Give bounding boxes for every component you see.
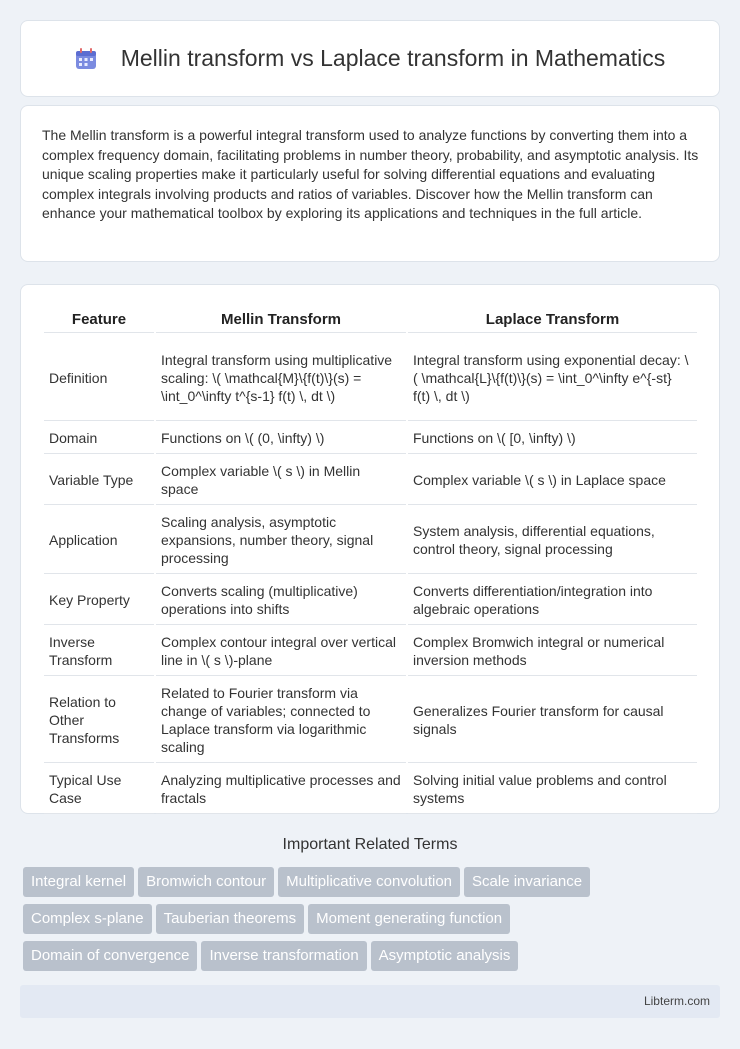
header-feature: Feature: [44, 307, 154, 333]
laplace-cell: Complex Bromwich integral or numerical inversion methods: [408, 627, 697, 676]
mellin-cell: Complex variable \( s \) in Mellin space: [156, 456, 406, 505]
tag[interactable]: Tauberian theorems: [156, 904, 305, 934]
table-row: [44, 627, 697, 676]
mellin-cell: Scaling analysis, asymptotic expansions, number theory, signal processing: [156, 507, 406, 574]
mellin-cell: Analyzing multiplicative processes and fractals: [156, 765, 406, 814]
laplace-cell: Functions on \( [0, \infty) \): [408, 423, 697, 454]
footer: [20, 985, 720, 1018]
feature-cell: Relation to Other Transforms: [44, 678, 154, 763]
intro-text: The Mellin transform is a powerful integral transform used to analyze functions by converting them into a complex frequency domain, facilitating problems in number theory, probability, and asymptotic analysis. Its unique scaling properties make it particularly useful for solving differential equations and evaluating complex integrals involving products and ratios of variables. Discover how the Mellin transform can enhance your mathematical toolbox by exploring its applications and techniques in the full article.: [42, 127, 699, 221]
tag[interactable]: Complex s-plane: [23, 904, 152, 934]
table-row: [44, 678, 697, 763]
tag[interactable]: Bromwich contour: [138, 867, 274, 897]
mellin-cell: Functions on \( (0, \infty) \): [156, 423, 406, 454]
laplace-cell: Generalizes Fourier transform for causal signals: [408, 678, 697, 763]
laplace-cell: System analysis, differential equations, control theory, signal processing: [408, 507, 697, 574]
laplace-cell: Solving initial value problems and control systems: [408, 765, 697, 814]
table-row: [44, 507, 697, 574]
feature-cell: Typical Use Case: [44, 765, 154, 814]
feature-cell: Inverse Transform: [44, 627, 154, 676]
feature-cell: Variable Type: [44, 456, 154, 505]
tag[interactable]: Inverse transformation: [201, 941, 366, 971]
tag[interactable]: Scale invariance: [464, 867, 590, 897]
mellin-cell: Related to Fourier transform via change of variables; connected to Laplace transform via logarithmic scaling: [156, 678, 406, 763]
related-terms-title: Important Related Terms: [282, 836, 458, 853]
table-row: [44, 576, 697, 625]
mellin-cell: Integral transform using multiplicative scaling: \( \mathcal{M}\{f(t)\}(s) = \int_0^\infty t^{s-1} f(t) \, dt \): [156, 335, 406, 421]
table-row: [44, 456, 697, 505]
footer-site-link[interactable]: Libterm.com: [643, 994, 710, 1008]
feature-cell: Key Property: [44, 576, 154, 625]
mellin-cell: Converts scaling (multiplicative) operations into shifts: [156, 576, 406, 625]
page-title: Mellin transform vs Laplace transform in Mathematics: [120, 45, 666, 71]
calendar-icon: [75, 48, 97, 70]
feature-cell: Domain: [44, 423, 154, 454]
tag[interactable]: Domain of convergence: [23, 941, 197, 971]
table-row: [44, 423, 697, 454]
table-header-row: [44, 307, 697, 333]
comparison-table: [42, 305, 699, 816]
laplace-cell: Complex variable \( s \) in Laplace space: [408, 456, 697, 505]
table-row: [44, 335, 697, 421]
tag[interactable]: Integral kernel: [23, 867, 134, 897]
feature-cell: Definition: [44, 335, 154, 421]
tag[interactable]: Moment generating function: [308, 904, 510, 934]
related-tags: [23, 867, 723, 978]
tag[interactable]: Asymptotic analysis: [371, 941, 519, 971]
comparison-table-card: [20, 284, 720, 814]
feature-cell: Application: [44, 507, 154, 574]
laplace-cell: Integral transform using exponential decay: \( \mathcal{L}\{f(t)\}(s) = \int_0^\infty e^{-st} f(t) \, dt \): [408, 335, 697, 421]
table-row: [44, 765, 697, 814]
tag[interactable]: Multiplicative convolution: [278, 867, 460, 897]
laplace-cell: Converts differentiation/integration into algebraic operations: [408, 576, 697, 625]
header-mellin: Mellin Transform: [156, 307, 406, 333]
intro-card: [20, 105, 720, 262]
header-card: [20, 20, 720, 97]
header-laplace: Laplace Transform: [408, 307, 697, 333]
mellin-cell: Complex contour integral over vertical line in \( s \)-plane: [156, 627, 406, 676]
